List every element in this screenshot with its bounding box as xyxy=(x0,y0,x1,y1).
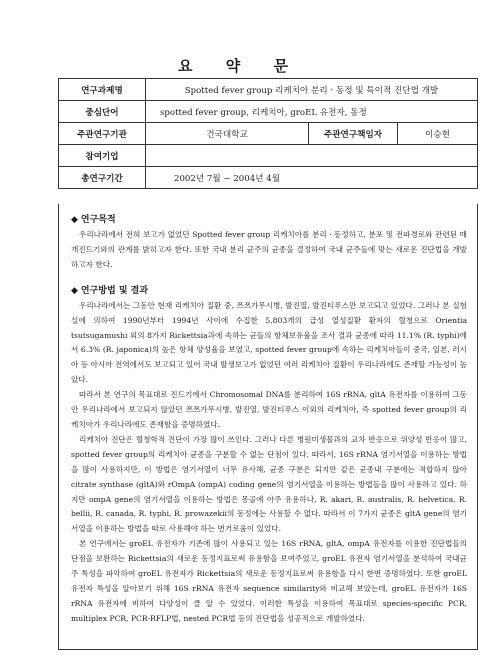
table-row xyxy=(59,123,478,145)
table-row xyxy=(59,145,478,167)
keywords-label: 중심단어 xyxy=(59,101,146,123)
diamond-bullet-icon: ◆ xyxy=(71,285,78,296)
institution-label: 주관연구기관 xyxy=(59,123,146,145)
institution-value: 건국대학교 xyxy=(146,123,309,145)
table-row xyxy=(59,101,478,123)
diamond-bullet-icon: ◆ xyxy=(71,215,78,225)
page-title: 요 약 문 xyxy=(178,57,302,75)
summary-body xyxy=(58,204,478,650)
pi-value: 이승현 xyxy=(398,123,478,145)
objective-heading xyxy=(71,212,467,225)
project-info-table xyxy=(58,78,478,189)
period-label: 총연구기간 xyxy=(59,167,146,189)
table-row xyxy=(59,79,478,101)
methods-paragraph-3: 리케치아 진단은 혈청학적 진단이 가장 많이 쓰인다. 그러나 다른 병원미생물과의 교차 반응으로 위양성 반응이 많고, spotted fever group의 리케치아 균종을 구분할 수 없는 단점이 있다. 따라서, 16S rRNA 염기서열을 이용하는 방법을 많이 사용하지만, 이 방법은 염기서열이 너무 유사해, 균종 구분은 되지만 같은 균종내 구분에는 적합하지 않아 citrate synthase (gltA)와 rOmpA (ompA) coding gene의 염기서열을 이용하는 방법들을 많이 사용하고 있다. 하지만 ompA gene의 염기서열을 이용하는 방법은 몽골에 아주 유용하나, R. akari, R. australis, R. helvetica, R. bellii, R. canada, R. typhi, R. prowazekii의 동정에는 사용할 수 없다. 따라서 이 7가지 균종은 gltA gene의 염기서열을 이용하는 방법을 따로 사용해야 하는 번거로움이 있었다. xyxy=(71,434,467,534)
methods-paragraph-4: 본 연구에서는 groEL 유전자가 기존에 많이 사용되고 있는 16S rRNA, gltA, ompA 유전자를 이용한 진단법들의 단점을 보완하는 Rickettsia의 새로운 동정지표로써 유용함을 보여주었고, groEL 유전자 염기서열을 분석하여 국내균주 특성을 파악하여 groEL 유전자가 Rickettsia의 새로운 동정지표로써 유용함을 다시 한번 증명하였다. 또한 groEL 유전자 특성을 알아보기 위해 16S rRNA 유전자 sequence similarity와 비교해 보았는데, groEL 유전자가 16S rRNA 유전자에 비하여 다양성이 클 알 수 있었다. 이러한 특성을 이용하여 목표대로 species-specific PCR, multiplex PCR, PCR-RFLP법, nested PCR법 등의 진단법을 성공적으로 개발하였다. xyxy=(71,539,467,623)
methods-title: 연구방법 및 결과 xyxy=(80,285,149,296)
objective-text: 우리나라에서 전혀 보고가 없었던 Spotted fever group 리케치아를 분리ㆍ동정하고, 분포 및 전파경로와 관련된 매개진드기와의 관계를 밝히고자 한다. 또한 국내 분리 균주의 균종을 결정하여 국내 균주들에 맞는 새로운 진단법을 개발하고자 한다. xyxy=(71,230,467,269)
participant-value xyxy=(146,145,478,167)
keywords-value: spotted fever group, 리케치아, groEL 유전자, 동정 xyxy=(146,101,478,123)
pi-label: 주관연구책임자 xyxy=(309,123,398,145)
table-row xyxy=(59,167,478,189)
methods-heading xyxy=(71,283,467,296)
methods-paragraph-2: 따라서 본 연구의 목표대로 진드기에서 Chromosomal DNA를 분리하여 16S rRNA, gltA 유전자를 이용하여 그동안 우리나라에서 보고되지 않았던 쯔쯔가무시병, 발진열, 발진티푸스 이외의 리케치아, 즉 spotted fever group의 리케치아가 우리나라에도 존재함을 증명하였다. xyxy=(71,390,467,429)
project-name-label: 연구과제명 xyxy=(59,79,146,101)
methods-paragraph-1: 우리나라에서는 그동안 현재 리케치아 질환 중, 쯔쯔가무시병, 발진열, 발진티푸스만 보고되고 있었다. 그러나 본 실험실에 의하여 1990년부터 1994년 사이에 수집한 5,803개의 급성 열성질환 환자의 혈청으로 Orientia tsutsugamushi 외의 8가지 Rickettsia과에 속하는 균들의 항체보유율을 조사 결과 균종에 따라 11.1% (R. typhi)에서 6.3% (R. japonica)의 높은 항체 양성율을 보였고, spotted fever group에 속하는 리케치아들이 중국, 일본, 러시아 등 아시아 전역에서도 보고되고 있어 국내 발생보고가 없었던 여러 리케치아 질환이 우리나라에도 존재할 가능성이 높았다. xyxy=(71,300,467,385)
project-name-value: Spotted fever group 리케치아 분리ㆍ동정 및 특이적 진단법 개발 xyxy=(146,79,478,101)
participant-label: 참여기업 xyxy=(59,145,146,167)
period-value: 2002년 7월 ~ 2004년 4월 xyxy=(146,167,478,189)
objective-title: 연구목적 xyxy=(80,215,116,225)
